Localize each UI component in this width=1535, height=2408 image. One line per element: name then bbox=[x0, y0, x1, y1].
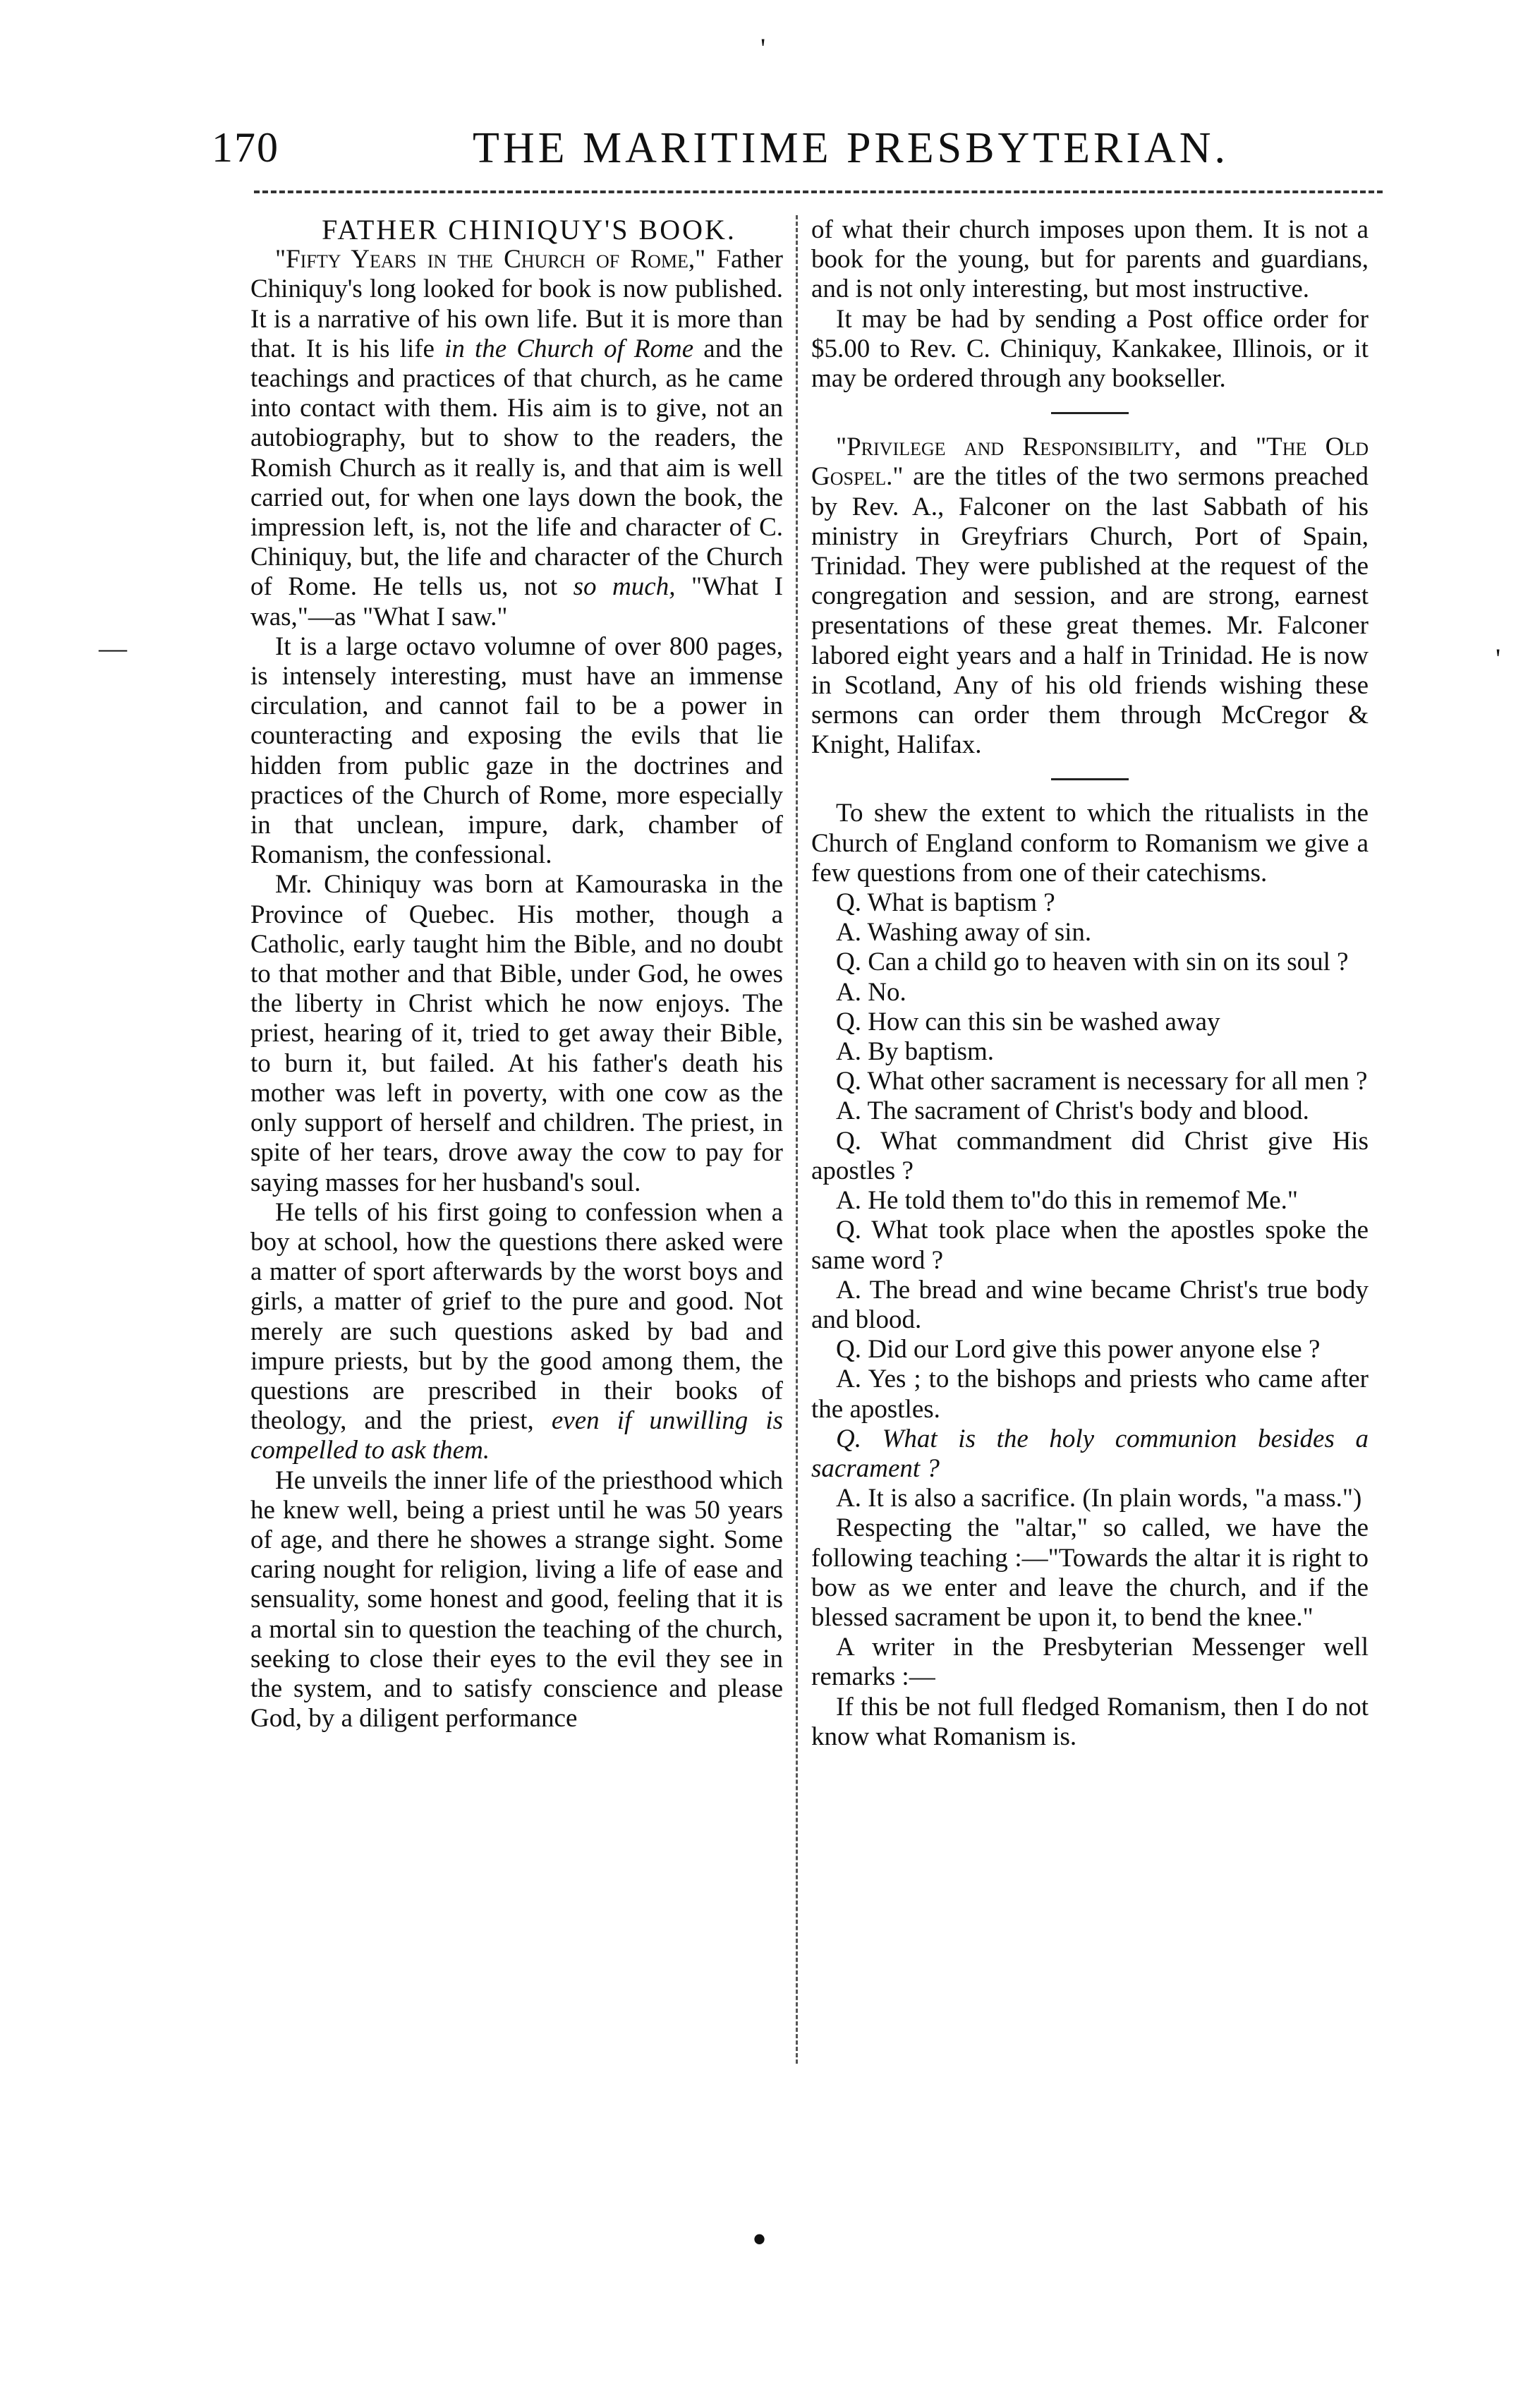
page-header bbox=[0, 123, 1535, 187]
italic-text: so much, bbox=[573, 572, 676, 602]
catechism-line: Q. What is baptism ? bbox=[836, 888, 1055, 918]
margin-mark-left: — bbox=[99, 632, 127, 664]
paragraph-conclusion: If this be not full fledged Romanism, then I do not know what Romanism is. bbox=[811, 1692, 1369, 1751]
catechism-line: A. It is also a sacrifice. (In plain words, "a mass.") bbox=[836, 1484, 1362, 1513]
paragraph-intro bbox=[250, 245, 783, 632]
stray-mark-bottom: • bbox=[752, 2216, 768, 2263]
left-column bbox=[250, 215, 783, 1734]
paragraph-volume: It is a large octavo volumne of over 800 pages, is intensely interesting, must have an immense circulation, and cannot fail to be a power in counteracting and exposing the evils that lie hidden from public gaze in the doctrines and practices of the Church of Rome, more especially in that unclean, impure, dark, chamber of Romanism, the confessional. bbox=[250, 631, 783, 870]
section-rule bbox=[1051, 412, 1129, 414]
paragraph-text: "What I was,"—as "What I saw." bbox=[250, 572, 783, 631]
paragraph-priesthood: He unveils the inner life of the priesthood which he knew well, being a priest until he was 50 years of age, and there he showes a strange sight. Some caring nought for religion, living a life of ease and sensuality, some honest and good, feeling that it is a mortal sin to question the teaching of the church, seeking to close their eyes to the evil they see in the system, and to satisfy conscience and please God, by a diligent performance bbox=[250, 1465, 783, 1734]
paragraph-text: and the teachings and practices of that church, as he came into contact with them. His aim is to give, not an autobiography, but to show to the readers, the Romish Church as it really is, and that aim is well carried out, for when one lays down the book, the impression left, is, not the life and character of C. Chiniquy, but, the life and character of the Church of Rome. He tells us, not bbox=[250, 334, 784, 602]
catechism-line: Q. How can this sin be washed away bbox=[836, 1007, 1220, 1036]
sermon-title-text: "The Old Gospel." bbox=[811, 432, 1369, 492]
book-title-text: "Fifty Years in the Church of Rome," bbox=[275, 245, 706, 274]
catechism-line: A. He told them to"do this in rememof Me." bbox=[836, 1186, 1298, 1216]
paragraph-text: and bbox=[1181, 432, 1256, 462]
paragraph-biography: Mr. Chiniquy was born at Kamouraska in the Province of Quebec. His mother, though a Catholic, early taught him the Bible, and no doubt to that mother and that Bible, under God, he owes the liberty in Christ which he now enjoys. The priest, hearing of it, tried to get away their Bible, to burn it, but failed. At his father's death his mother was left in poverty, with one cow as the only support of herself and children. The priest, in spite of her tears, drove away the cow to pay for saying masses for her husband's soul. bbox=[250, 870, 783, 1197]
italic-text: even if unwilling is compelled to ask them. bbox=[250, 1406, 783, 1465]
article-title: FATHER CHINIQUY'S BOOK. bbox=[322, 214, 736, 246]
catechism-line-italic: Q. What is the holy communion besides a sacrament ? bbox=[811, 1424, 1369, 1483]
catechism-line: A. The sacrament of Christ's body and blood. bbox=[836, 1096, 1309, 1126]
catechism-line: Q. What other sacrament is necessary for all men ? bbox=[836, 1067, 1368, 1096]
paragraph-altar: Respecting the "altar," so called, we have the following teaching :—"Towards the altar it is right to bow as we enter and leave the church, and if the blessed sacrament be upon it, to bend the knee." bbox=[811, 1513, 1369, 1632]
paragraph-text: Father Chiniquy's long looked for book is now published. It is a narrative of his own life. But it is more than that. It is his life bbox=[250, 245, 783, 363]
catechism-line: A. Yes ; to the bishops and priests who came after the apostles. bbox=[811, 1365, 1369, 1424]
header-rule bbox=[254, 190, 1383, 193]
paragraph-ordering: It may be had by sending a Post office order for $5.00 to Rev. C. Chiniquy, Kankakee, Illinois, or it may be ordered through any bookseller. bbox=[811, 304, 1369, 394]
catechism-line: Q. What took place when the apostles spoke the same word ? bbox=[811, 1216, 1369, 1275]
catechism-line: A. No. bbox=[836, 977, 906, 1007]
paragraph-ritualists: To shew the extent to which the ritualists in the Church of England conform to Romanism we give a few questions from one of their catechisms. bbox=[811, 799, 1369, 888]
catechism-line: Q. Can a child go to heaven with sin on its soul ? bbox=[836, 948, 1349, 977]
paragraph-sermons bbox=[811, 432, 1369, 760]
paragraph-text: are the titles of the two sermons preached by Rev. A., Falconer on the last Sabbath of his ministry in Greyfriars Church, Port of Spain, Trinidad. They were published at the request of the congregation and session, and are strong, earnest presentations of these great themes. Mr. Falconer labored eight years and a half in Trinidad. He is now in Scotland, Any of his old friends wishing these sermons can order them through McCregor & Knight, Halifax. bbox=[811, 462, 1369, 760]
right-column bbox=[811, 215, 1369, 1752]
catechism-line: A. Washing away of sin. bbox=[836, 918, 1092, 948]
catechism-line: Q. Did our Lord give this power anyone else ? bbox=[836, 1335, 1321, 1365]
paragraph-confession bbox=[250, 1198, 783, 1466]
section-rule bbox=[1051, 778, 1129, 780]
running-title: THE MARITIME PRESBYTERIAN. bbox=[473, 124, 1230, 172]
sermon-title-text: "Privilege and Responsibility, bbox=[836, 432, 1182, 462]
paragraph-writer: A writer in the Presbyterian Messenger well remarks :— bbox=[811, 1633, 1369, 1692]
catechism-list bbox=[811, 888, 1369, 1513]
column-divider bbox=[796, 215, 798, 2064]
catechism-line: A. By baptism. bbox=[836, 1037, 995, 1067]
stray-mark-top: ' bbox=[760, 32, 766, 64]
paragraph-text: He tells of his first going to confession when a boy at school, how the questions there asked were a matter of sport afterwards by the worst boys and girls, a matter of grief to the pure and good. Not merely are such questions asked by bad and impure priests, but by the good among them, the questions are prescribed in their books of theology, and the priest, bbox=[250, 1197, 783, 1436]
catechism-line: Q. What commandment did Christ give His apostles ? bbox=[811, 1126, 1369, 1185]
italic-text: in the Church of Rome bbox=[444, 334, 694, 363]
catechism-line: A. The bread and wine became Christ's true body and blood. bbox=[811, 1275, 1369, 1334]
page-number: 170 bbox=[212, 124, 279, 171]
paragraph-continued: of what their church imposes upon them. It is not a book for the young, but for parents and guardians, and is not only interesting, but most instructive. bbox=[811, 215, 1369, 304]
margin-mark-right: ' bbox=[1495, 643, 1501, 674]
